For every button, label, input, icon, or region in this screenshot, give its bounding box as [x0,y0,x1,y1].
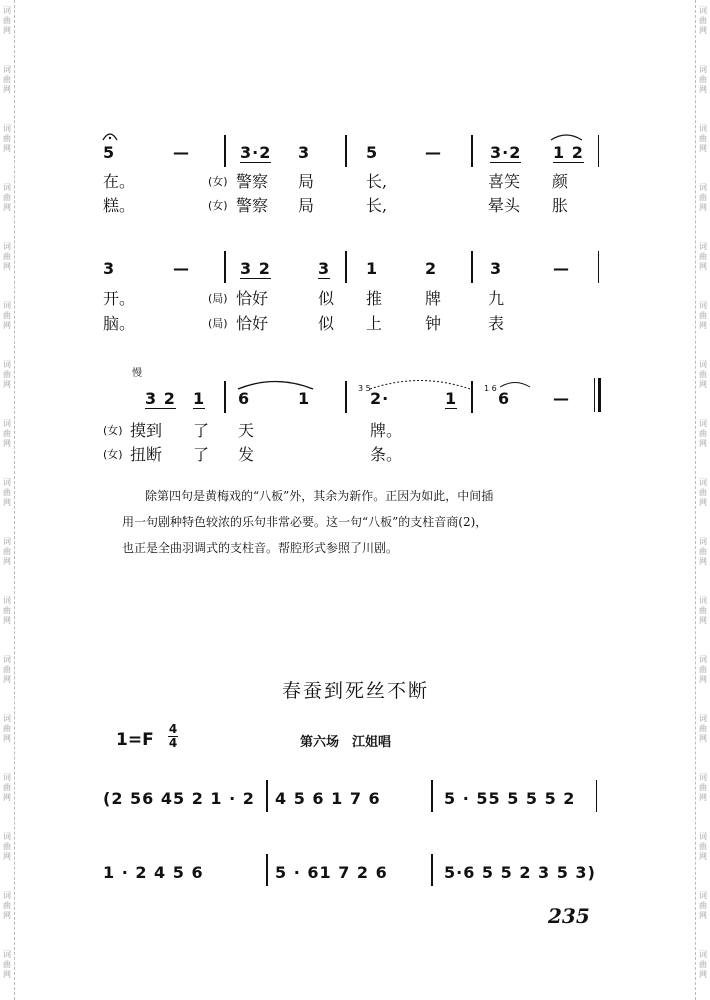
lyric: 扭断 [130,445,163,464]
lyric: 长, [366,196,388,215]
watermark-text: 词 曲 网 [699,124,707,153]
note: 3 2 [240,259,271,278]
watermark-text: 词 曲 网 [699,301,707,330]
note: — [553,389,570,408]
lyric: 颜 [552,172,569,191]
scene-label: 第六场 江姐唱 [300,735,392,750]
lyric: 了 [193,445,210,464]
slur-6-tail [500,383,530,388]
watermark-text: 词 曲 网 [699,596,707,625]
singer-mark: (局) [208,292,228,305]
watermark-text: 词 曲 网 [3,891,11,920]
watermark-text: 词 曲 网 [3,478,11,507]
watermark-text: 词 曲 网 [3,360,11,389]
note: 1 [298,389,311,408]
note: — [553,259,570,278]
commentary-line: 除第四句是黄梅戏的“八板”外，其余为新作。正因为如此，中间插 [145,489,494,503]
note: 1 [445,389,458,408]
note: 3 2 [145,389,176,408]
watermark-text: 词 曲 网 [699,950,707,979]
watermark-text: 词 曲 网 [3,832,11,861]
lyric: 上 [366,314,383,333]
note: 1 2 [553,143,584,162]
barline [598,135,599,167]
lyric: 似 [318,289,335,308]
lyric: 推 [366,289,383,308]
measure: 5 · 61 7 2 6 [275,863,388,882]
watermark-text: 词 曲 网 [3,301,11,330]
measure: 4 5 6 1 7 6 [275,789,381,808]
watermark-text: 词 曲 网 [699,655,707,684]
watermark-text: 词 曲 网 [699,6,707,35]
lyric: 牌 [425,289,442,308]
note: — [173,259,190,278]
barline [431,780,433,812]
lyric: 似 [318,314,335,333]
note: 1 [366,259,379,278]
fermata-mark [103,134,117,140]
watermark-text: 词 曲 网 [3,537,11,566]
lyric: 开。 [103,289,136,308]
slur-2-1 [370,381,470,390]
lyric: 局 [298,196,315,215]
lyric: 九 [488,289,505,308]
lyric: 发 [238,445,255,464]
singer-mark: (局) [208,317,228,330]
watermark-text: 词 曲 网 [699,773,707,802]
watermark-text: 词 曲 网 [3,65,11,94]
note: 5 [103,143,116,162]
final-barline-thick [598,378,601,412]
watermark-text: 词 曲 网 [699,537,707,566]
note: 2· [370,389,390,408]
barline [471,381,473,413]
lyric: 晕头 [488,196,521,215]
commentary-line: 也正是全曲羽调式的支柱音。帮腔形式参照了川剧。 [122,541,399,555]
key-signature: 1=F [116,730,154,750]
measure: 5 · 55 5 5 5 2 [444,789,576,808]
note: 3 [103,259,116,278]
measure: 1 · 2 4 5 6 [103,863,204,882]
song-title: 春蚕到死丝不断 [282,680,430,702]
watermark-text: 词 曲 网 [3,655,11,684]
watermark-text: 词 曲 网 [3,124,11,153]
barline [345,135,347,167]
watermark-text: 词 曲 网 [699,832,707,861]
lyric: 了 [193,421,210,440]
lyric: 表 [488,314,505,333]
note: 3 [318,259,331,278]
lyric: 恰好 [236,289,269,308]
barline [471,135,473,167]
watermark-text: 词 曲 网 [3,773,11,802]
barline [266,854,268,886]
barline [224,381,226,413]
note: 3·2 [490,143,522,162]
note: — [173,143,190,162]
slur-12 [551,135,582,140]
lyric: 恰好 [236,314,269,333]
lyric: 警察 [236,196,269,215]
watermark-text: 词 曲 网 [699,360,707,389]
time-signature [168,723,178,750]
final-barline-thin [594,378,595,412]
fermata-dot [109,137,111,139]
barline [266,780,268,812]
lyric: 胀 [552,196,569,215]
note: 3 [298,143,311,162]
slur-6-1 [238,382,313,390]
measure: (2 56 45 2 1 · 2 [103,789,255,808]
lyric: 摸到 [130,421,163,440]
note: 6 [498,389,511,408]
watermark-text: 词 曲 网 [3,242,11,271]
watermark-text: 词 曲 网 [699,714,707,743]
lyric: 钟 [425,314,442,333]
watermark-text: 词 曲 网 [699,478,707,507]
measure: 5·6 5 5 2 3 5 3) [444,863,596,882]
barline [224,135,226,167]
watermark-text: 词 曲 网 [699,242,707,271]
lyric: 警察 [236,172,269,191]
singer-mark: (女) [103,424,123,437]
commentary-line: 用一句剧种特色较浓的乐句非常必要。这一句“八板”的支柱音商(2)， [122,515,488,529]
watermark-text: 词 曲 网 [699,891,707,920]
watermark-text: 词 曲 网 [3,6,11,35]
lyric: 长, [366,172,388,191]
lyric: 脑。 [103,314,136,333]
note: 3 [490,259,503,278]
watermark-text: 词 曲 网 [699,65,707,94]
watermark-text: 词 曲 网 [3,596,11,625]
watermark-text: 词 曲 网 [3,419,11,448]
grace-note: 3 5 [358,384,371,393]
page-number: 235 [548,904,590,928]
note: — [425,143,442,162]
lyric: 条。 [370,445,403,464]
watermark-text: 词 曲 网 [3,950,11,979]
barline [598,251,599,283]
lyric: 喜笑 [488,172,521,191]
grace-note: 1 6 [484,384,497,393]
singer-mark: (女) [208,175,228,188]
note: 1 [193,389,206,408]
lyric: 天 [238,421,255,440]
barline [345,381,347,413]
watermark-text: 词 曲 网 [699,183,707,212]
lyric: 牌。 [370,421,403,440]
barline [224,251,226,283]
time-signature-top: 4 [168,722,178,736]
time-signature-bottom: 4 [168,736,178,750]
watermark-text: 词 曲 网 [699,419,707,448]
lyric: 在。 [103,172,136,191]
tempo-mark: 慢 [132,368,142,379]
lyric: 糕。 [103,196,136,215]
note: 5 [366,143,379,162]
barline [431,854,433,886]
note: 3·2 [240,143,272,162]
barline [345,251,347,283]
note: 6 [238,389,251,408]
singer-mark: (女) [103,448,123,461]
lyric: 局 [298,172,315,191]
barline [596,780,597,812]
barline [471,251,473,283]
watermark-text: 词 曲 网 [3,183,11,212]
note: 2 [425,259,438,278]
singer-mark: (女) [208,199,228,212]
watermark-text: 词 曲 网 [3,714,11,743]
